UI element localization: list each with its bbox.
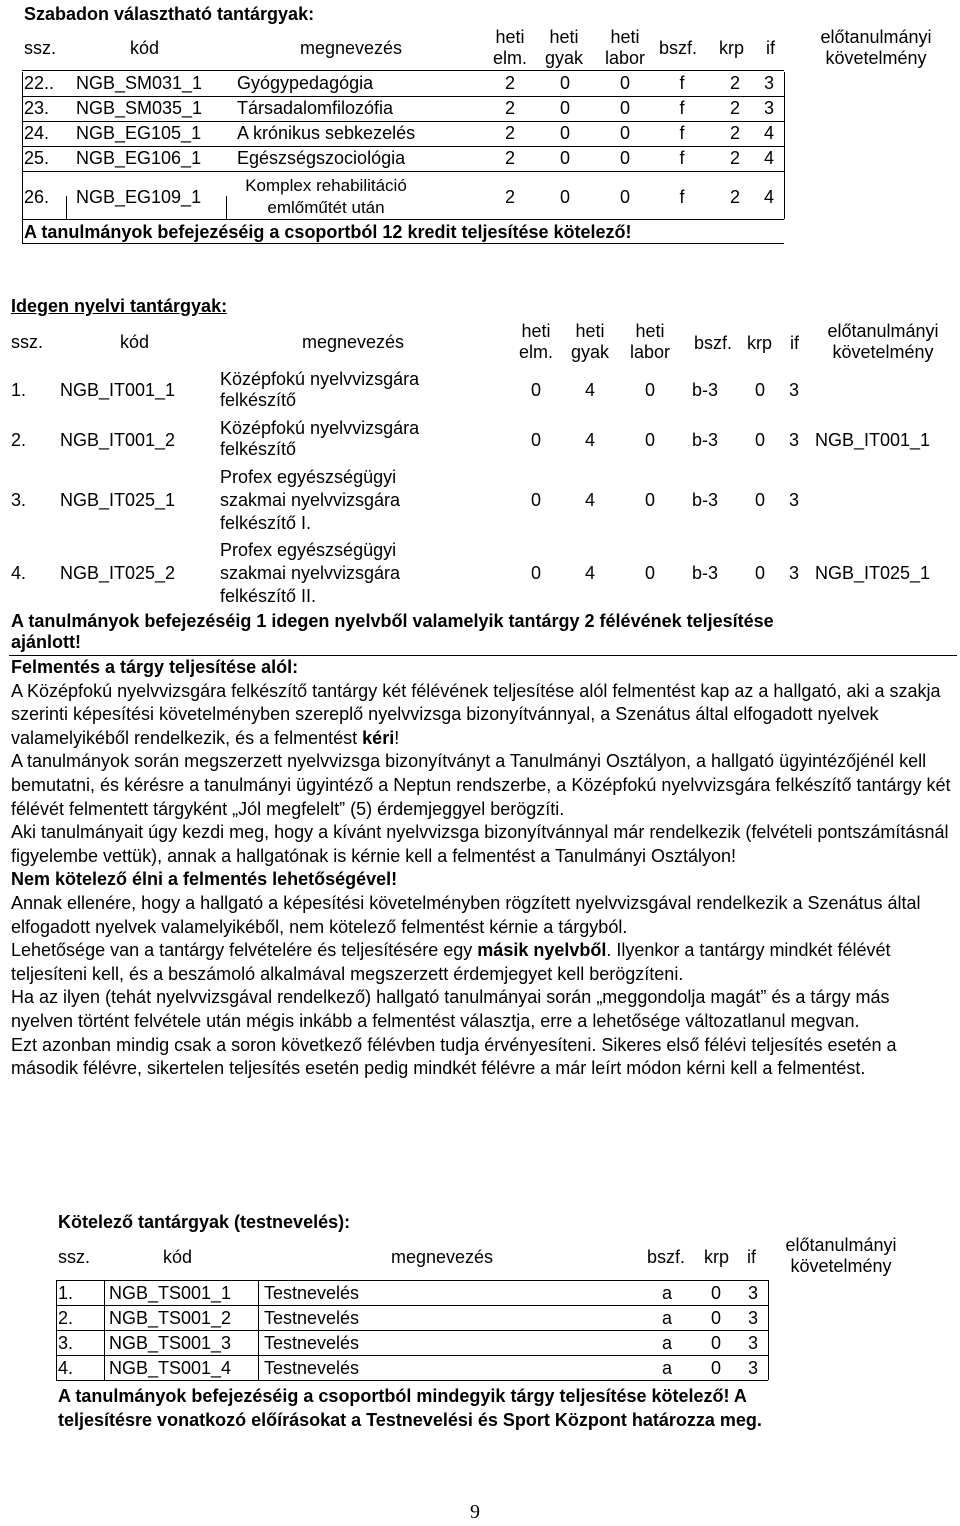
header-heti-labor: heti labor: [629, 321, 671, 362]
page-number: 9: [470, 1501, 480, 1523]
header-bszf: bszf.: [659, 38, 698, 58]
exemption-paragraph-2: A tanulmányok során megszerzett nyelvvizsga bizonyítványt a Tanulmányi Osztályon, a hallgató ügyintézőjénél kell bemutatni, és kérésre a tanulmányi ügyintéző a Neptun rendszerbe, a Középfokú nyelvvizsgára felkészítő tantárgy két félévét felmentett tárgyként „Jól megfelelt” (5) érdemjeggyel berögzíti.: [11, 751, 951, 819]
exemption-title: Felmentés a tárgy teljesítése alól:: [11, 657, 299, 677]
exemption-title-2: Nem kötelező élni a felmentés lehetőségével!: [11, 869, 398, 890]
header-if: if: [766, 38, 775, 58]
header-krp: krp: [747, 333, 773, 353]
exemption-paragraph-5: Lehetősége van a tantárgy felvételére és teljesítésére egy másik nyelvből. Ilyenkor a tantárgy mindkét félévét teljesíteni kell, és a beszámoló alkalmával megszerzett érdemjegyet kell berögzíteni.: [11, 940, 891, 984]
header-bszf: bszf.: [647, 1247, 686, 1267]
header-heti-elm: heti elm.: [518, 321, 553, 362]
exemption-paragraph-7: Ezt azonban mindig csak a soron következő félévben tudja érvényesíteni. Sikeres első félévi teljesítés esetén a második félévre, sikertelen teljesítés esetén pedig mindkét félévre a már leírt módon kérni kell a felmentést.: [11, 1034, 897, 1079]
header-heti-gyak: heti gyak: [544, 27, 584, 68]
header-elotanulmanyi: előtanulmányi követelmény: [820, 27, 932, 68]
header-krp: krp: [719, 38, 745, 58]
elective-note: A tanulmányok befejezéséig a csoportból 12 kredit teljesítése kötelező!: [24, 222, 632, 242]
header-krp: krp: [704, 1247, 730, 1267]
header-heti-labor: heti labor: [604, 27, 646, 68]
header-if: if: [790, 333, 799, 353]
exemption-section: [11, 656, 953, 1081]
header-megnevezes: megnevezés: [391, 1247, 494, 1267]
pe-title: Kötelező tantárgyak (testnevelés):: [58, 1212, 351, 1232]
header-bszf: bszf.: [694, 333, 733, 353]
header-ssz: ssz.: [58, 1247, 91, 1267]
elective-title: Szabadon választható tantárgyak:: [24, 4, 315, 24]
header-heti-gyak: heti gyak: [570, 321, 610, 362]
language-title: Idegen nyelvi tantárgyak:: [11, 296, 228, 316]
header-heti-elm: heti elm.: [492, 27, 527, 68]
exemption-paragraph-4: Annak ellenére, hogy a hallgató a képesítési követelményben rögzített nyelvvizsgával rendelkezik a Szenátus által elfogadott nyelvek valamelyikéből, nem kötelező felmentést kérnie a tárgyból.: [11, 892, 921, 937]
header-elotanulmanyi: előtanulmányi követelmény: [827, 321, 939, 362]
exemption-paragraph-6: Ha az ilyen (tehát nyelvvizsgával rendelkező) hallgató tanulmányai során „meggondolja magát” és a tárgy más nyelven történt felvétele után mégis inkább a felmentést választja, erre a lehetősége változatlanul megvan.: [11, 987, 890, 1031]
header-megnevezes: megnevezés: [302, 332, 405, 352]
header-if: if: [747, 1247, 756, 1267]
header-ssz: ssz.: [24, 38, 57, 58]
header-kod: kód: [163, 1247, 193, 1267]
header-megnevezes: megnevezés: [300, 38, 403, 58]
exemption-paragraph-1: A Középfokú nyelvvizsgára felkészítő tantárgy két félévének teljesítése alól felmentést kap az a hallgató, aki a szakja szerinti képesítési követelményben szereplő nyelvvizsga bizonyítvánnyal, a Szenátus által elfogadott nyelvek valamelyikéből rendelkezik, és a felmentést kéri!: [11, 680, 941, 748]
header-elotanulmanyi: előtanulmányi követelmény: [785, 1235, 897, 1276]
header-kod: kód: [120, 332, 150, 352]
header-kod: kód: [130, 38, 160, 58]
header-ssz: ssz.: [11, 332, 44, 352]
language-note: A tanulmányok befejezéséig 1 idegen nyelvből valamelyik tantárgy 2 félévének teljesítése ajánlott!: [11, 611, 774, 652]
exemption-paragraph-3: Aki tanulmányait úgy kezdi meg, hogy a kívánt nyelvvizsga bizonyítvánnyal már rendelkezik (felvételi pontszámításnál figyelembe vettük), annak a hallgatónak is kérnie kell a felmentést a Tanulmányi Osztályon!: [11, 822, 949, 866]
pe-note: A tanulmányok befejezéséig a csoportból mindegyik tárgy teljesítése kötelező! A teljesítésre vonatkozó előírásokat a Testnevelési és Sport Központ határozza meg.: [58, 1386, 762, 1430]
